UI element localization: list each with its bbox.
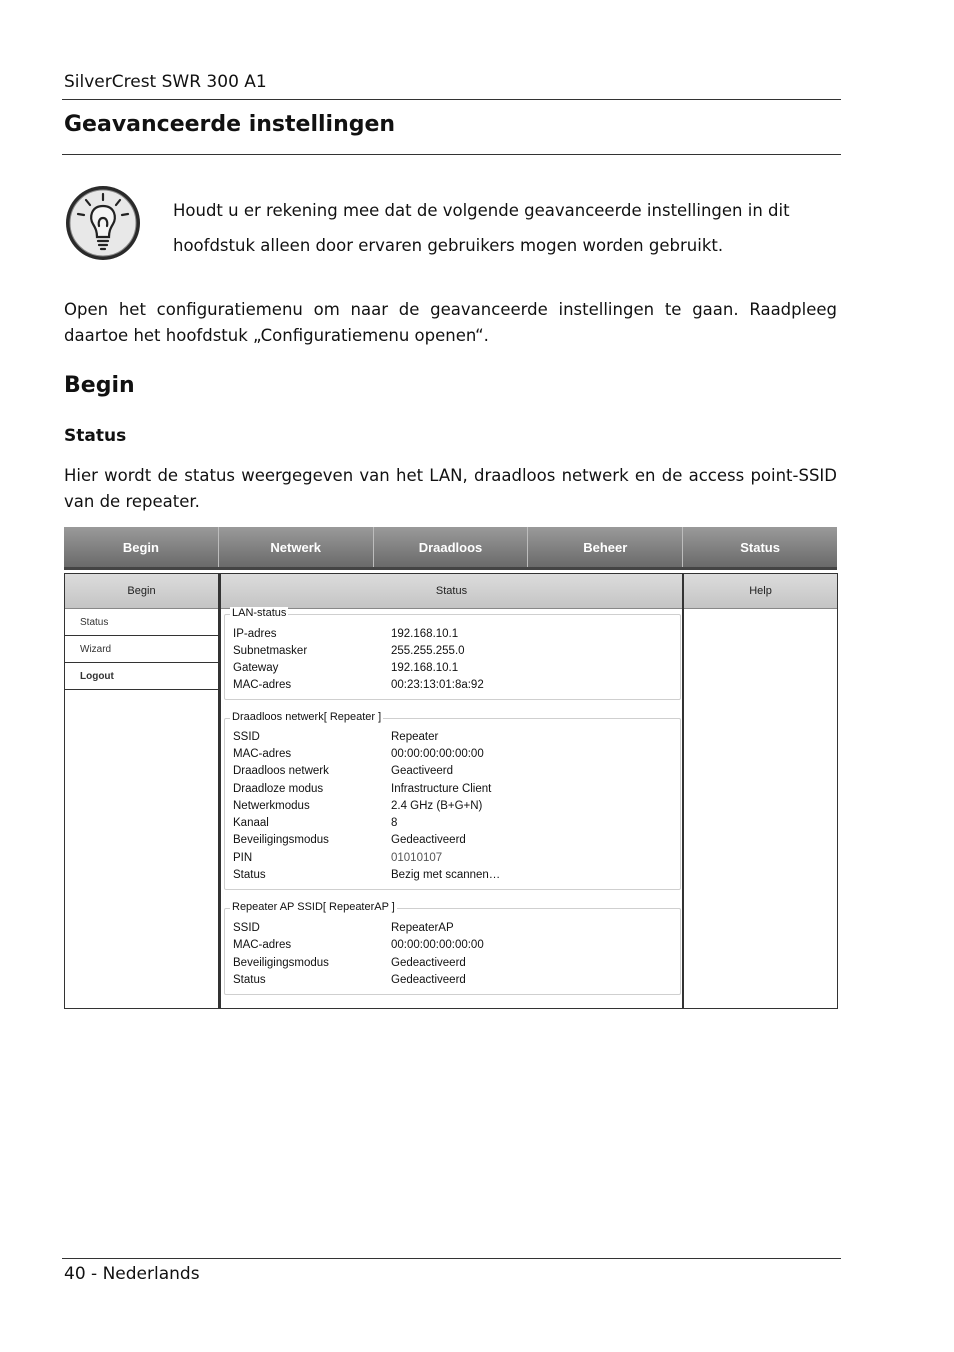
row-value: 00:00:00:00:00:00 (391, 748, 484, 760)
row-value: Gedeactiveerd (391, 974, 466, 986)
section-title: Geavanceerde instellingen (64, 112, 396, 137)
document-header: SilverCrest SWR 300 A1 (64, 72, 267, 92)
lan-status-group (224, 607, 681, 700)
row-label: MAC-adres (233, 679, 292, 691)
row-label: IP-adres (233, 628, 277, 640)
row-value: Gedeactiveerd (391, 834, 466, 846)
row-value: Geactiveerd (391, 765, 454, 777)
row-value: 255.255.255.0 (391, 645, 465, 657)
row-value: Repeater (391, 731, 439, 743)
row-label: SSID (233, 922, 260, 934)
help-panel-title: Help (684, 574, 837, 609)
left-panel (64, 573, 219, 1009)
row-value: Infrastructure Client (391, 783, 492, 795)
section-rule (62, 154, 841, 155)
repeater-ap-legend: Repeater AP SSID[ RepeaterAP ] (232, 901, 395, 913)
row-value: 2.4 GHz (B+G+N) (391, 800, 483, 812)
row-label: Netwerkmodus (233, 800, 310, 812)
menu-item-logout[interactable]: Logout (65, 663, 218, 690)
nav-tab-begin[interactable]: Begin (64, 527, 219, 567)
row-value: 192.168.10.1 (391, 628, 459, 640)
row-value: 01010107 (391, 852, 443, 864)
help-panel (682, 573, 838, 1009)
nav-tab-netwerk[interactable]: Netwerk (219, 527, 374, 567)
nav-tab-status[interactable]: Status (740, 539, 780, 555)
row-label: Beveiligingsmodus (233, 957, 329, 969)
row-value: 192.168.10.1 (391, 662, 459, 674)
row-value: 00:23:13:01:8a:92 (391, 679, 484, 691)
row-label: Kanaal (233, 817, 269, 829)
main-panel-title: Status (221, 574, 682, 609)
row-label: Status (233, 974, 266, 986)
row-label: Draadloos netwerk (233, 765, 329, 777)
router-ui-screenshot (64, 527, 837, 1009)
row-label: MAC-adres (233, 748, 292, 760)
repeater-ap-group (224, 901, 681, 995)
row-value: RepeaterAP (391, 922, 454, 934)
left-panel-title: Begin (65, 574, 218, 609)
row-label: SSID (233, 731, 260, 743)
main-panel (219, 573, 683, 1009)
page-footer: 40 - Nederlands (64, 1264, 200, 1284)
wireless-status-group (224, 711, 681, 890)
nav-tab-beheer[interactable]: Beheer (528, 527, 683, 567)
row-label: Beveiligingsmodus (233, 834, 329, 846)
nav-tab-draadloos[interactable]: Draadloos (374, 527, 529, 567)
menu-item-status[interactable]: Status (65, 609, 218, 636)
row-label: Gateway (233, 662, 279, 674)
row-value: Bezig met scannen… (391, 869, 501, 881)
status-heading: Status (64, 426, 127, 446)
lan-status-legend: LAN-status (232, 607, 287, 619)
row-label: Status (233, 869, 266, 881)
tip-text: Houdt u er rekening mee dat de volgende geavanceerde instellingen in dit hoofdstuk alleen door ervaren gebruikers mogen worden gebruikt. (173, 201, 790, 255)
header-rule (62, 99, 841, 100)
footer-rule (62, 1258, 841, 1259)
lightbulb-icon (64, 184, 142, 262)
top-navigation (64, 527, 837, 570)
menu-item-wizard[interactable]: Wizard (65, 636, 218, 663)
row-label: PIN (233, 852, 253, 864)
row-label: MAC-adres (233, 939, 292, 951)
intro-paragraph: Open het configuratiemenu om naar de geavanceerde instellingen te gaan. Raadpleeg daartoe het hoofdstuk „Configuratiemenu openen“. (64, 300, 837, 345)
row-label: Draadloze modus (233, 783, 324, 795)
subsection-title: Begin (64, 373, 135, 398)
status-paragraph: Hier wordt de status weergegeven van het LAN, draadloos netwerk en de access point-SSID van de repeater. (64, 466, 837, 511)
wireless-status-legend: Draadloos netwerk[ Repeater ] (232, 711, 382, 723)
row-label: Subnetmasker (233, 645, 308, 657)
row-value: Gedeactiveerd (391, 957, 466, 969)
row-value: 8 (391, 817, 398, 829)
row-value: 00:00:00:00:00:00 (391, 939, 484, 951)
